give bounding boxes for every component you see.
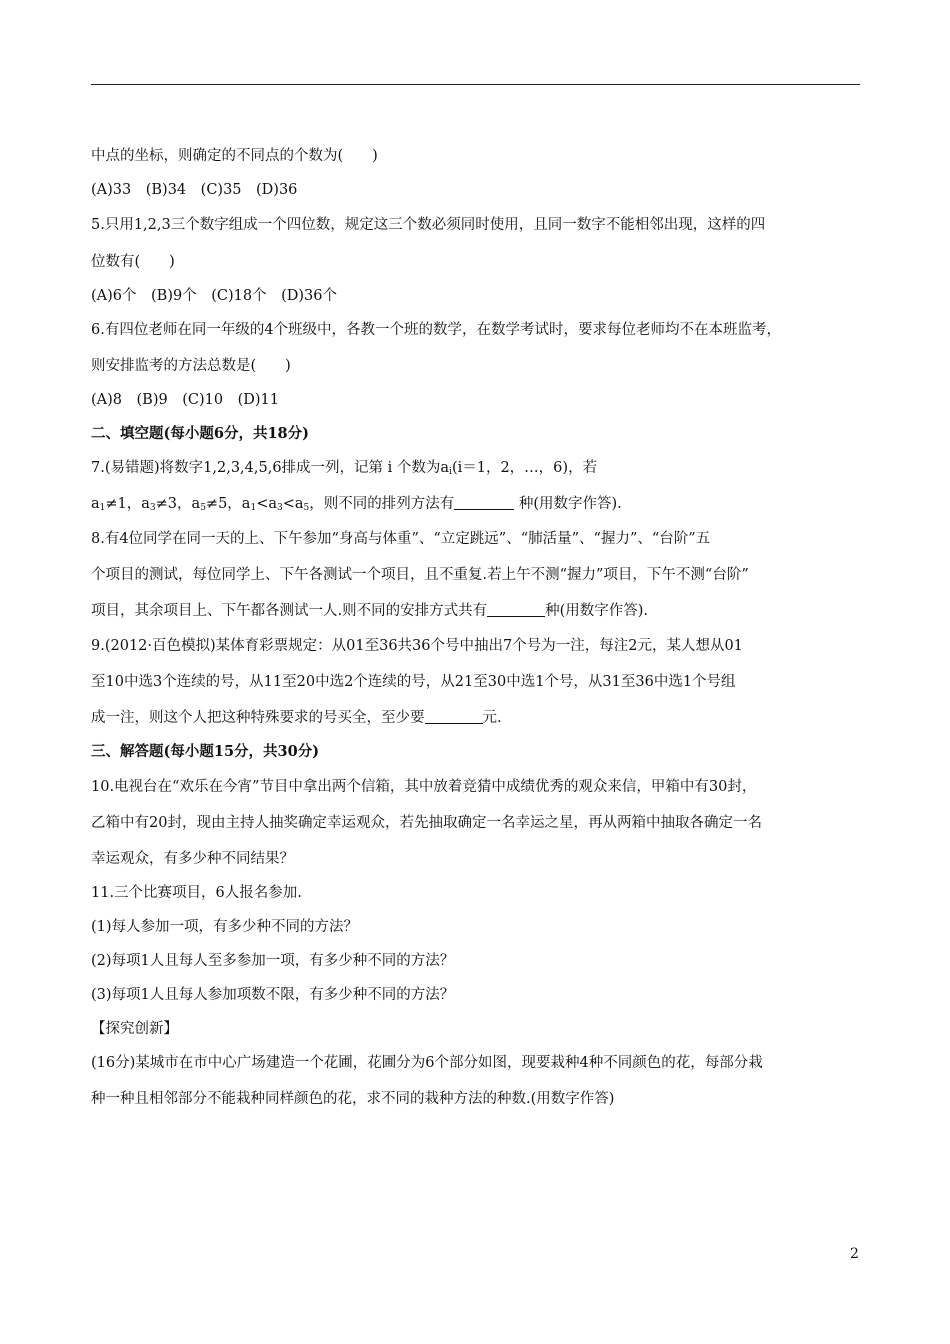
- q7-sub: 5: [303, 503, 310, 513]
- q9-answer-blank[interactable]: [425, 709, 483, 724]
- q7-sub: 3: [276, 503, 283, 513]
- q9-line3: [91, 708, 502, 728]
- section2-heading: 二、填空题(每小题6分，共18分): [91, 425, 309, 442]
- q7-sub: 1: [250, 503, 257, 513]
- q5-line1: 5.只用1,2,3三个数字组成一个四位数，规定这三个数必须同时使用，且同一数字不能相邻出现，这样的四: [91, 217, 766, 233]
- section3-heading: 三、解答题(每小题15分，共30分): [91, 743, 320, 760]
- q7-tail: 种(用数字作答).: [514, 496, 622, 512]
- explore-title: 【探究创新】: [91, 1021, 178, 1037]
- q7-text-a: 7.(易错题)将数字1,2,3,4,5,6排成一列，记第 i 个数为a: [91, 460, 450, 476]
- q11-part3: (3)每项1人且每人参加项数不限，有多少种不同的方法？: [91, 987, 455, 1003]
- q6-line1: 6.有四位老师在同一年级的4个班级中，各教一个班的数学，在数学考试时，要求每位老师均不在本班监考，: [91, 322, 782, 338]
- q7-sub: 3: [149, 503, 156, 513]
- q4-options: (A)33 (B)34 (C)35 (D)36: [91, 182, 298, 198]
- q7-sub: 1: [99, 503, 106, 513]
- q7-line1: [91, 458, 597, 482]
- q11-part1: (1)每人参加一项，有多少种不同的方法？: [91, 919, 359, 935]
- q5-line2: 位数有( ): [91, 254, 175, 270]
- q4-continuation: 中点的坐标，则确定的不同点的个数为( ): [91, 148, 378, 164]
- q6-options: (A)8 (B)9 (C)10 (D)11: [91, 392, 279, 408]
- q7-sub: 5: [200, 503, 206, 513]
- header-rule: [91, 84, 860, 85]
- q8-line2: 个项目的测试，每位同学上、下午各测试一个项目，且不重复.若上午不测“握力”项目，下午不测“台阶”: [91, 567, 749, 583]
- q8-text: 项目，其余项目上、下午都各测试一人.则不同的安排方式共有: [91, 603, 488, 619]
- q11-part2: (2)每项1人且每人至多参加一项，有多少种不同的方法？: [91, 953, 455, 969]
- q8-line3: [91, 601, 648, 621]
- q10-line3: 幸运观众，有多少种不同结果？: [91, 851, 294, 867]
- q7-cond: ≠3，a: [155, 496, 201, 512]
- q8-answer-blank[interactable]: [487, 602, 545, 617]
- q7-cond: ≠5，a: [205, 496, 251, 512]
- q9-tail: 元.: [482, 710, 502, 726]
- q7-line2: [91, 494, 622, 518]
- q8-tail: 种(用数字作答).: [545, 603, 649, 619]
- explore-line2: 种一种且相邻部分不能栽种同样颜色的花，求不同的栽种方法的种数.(用数字作答): [91, 1091, 615, 1107]
- q7-sub-i: i: [449, 467, 452, 477]
- q8-line1: 8.有4位同学在同一天的上、下午参加“身高与体重”、“立定跳远”、“肺活量”、“握力”、“台阶”五: [91, 531, 711, 547]
- q11-intro: 11.三个比赛项目，6人报名参加.: [91, 885, 302, 901]
- q7-answer-blank[interactable]: [454, 495, 514, 510]
- q10-line1: 10.电视台在“欢乐在今宵”节目中拿出两个信箱，其中放着竞猜中成绩优秀的观众来信，甲箱中有30封，: [91, 779, 757, 795]
- q7-text-b: (i＝1，2，…，6)，若: [451, 460, 598, 476]
- q7-cond: <a: [282, 496, 304, 512]
- q7-cond-a: a: [91, 496, 100, 512]
- q9-line2: 至10中选3个连续的号，从11至20中选2个连续的号，从21至30中选1个号，从31至36中选1个号组: [91, 674, 736, 690]
- q7-cond: <a: [256, 496, 277, 512]
- q6-line2: 则安排监考的方法总数是( ): [91, 358, 291, 374]
- q10-line2: 乙箱中有20封，现由主持人抽奖确定幸运观众，若先抽取确定一名幸运之星，再从两箱中抽取各确定一名: [91, 815, 762, 831]
- q7-cond: ≠1，a: [105, 496, 150, 512]
- q9-text: 成一注，则这个人把这种特殊要求的号买全，至少要: [91, 710, 425, 726]
- explore-line1: (16分)某城市在市中心广场建造一个花圃，花圃分为6个部分如图，现要栽种4种不同颜色的花，每部分栽: [91, 1055, 763, 1071]
- q9-line1: 9.(2012·百色模拟)某体育彩票规定：从01至36共36个号中抽出7个号为一注，每注2元，某人想从01: [91, 638, 743, 654]
- q7-cond: ，则不同的排列方法有: [309, 496, 455, 512]
- q5-options: (A)6个 (B)9个 (C)18个 (D)36个: [91, 288, 337, 304]
- page-number: 2: [850, 1246, 859, 1262]
